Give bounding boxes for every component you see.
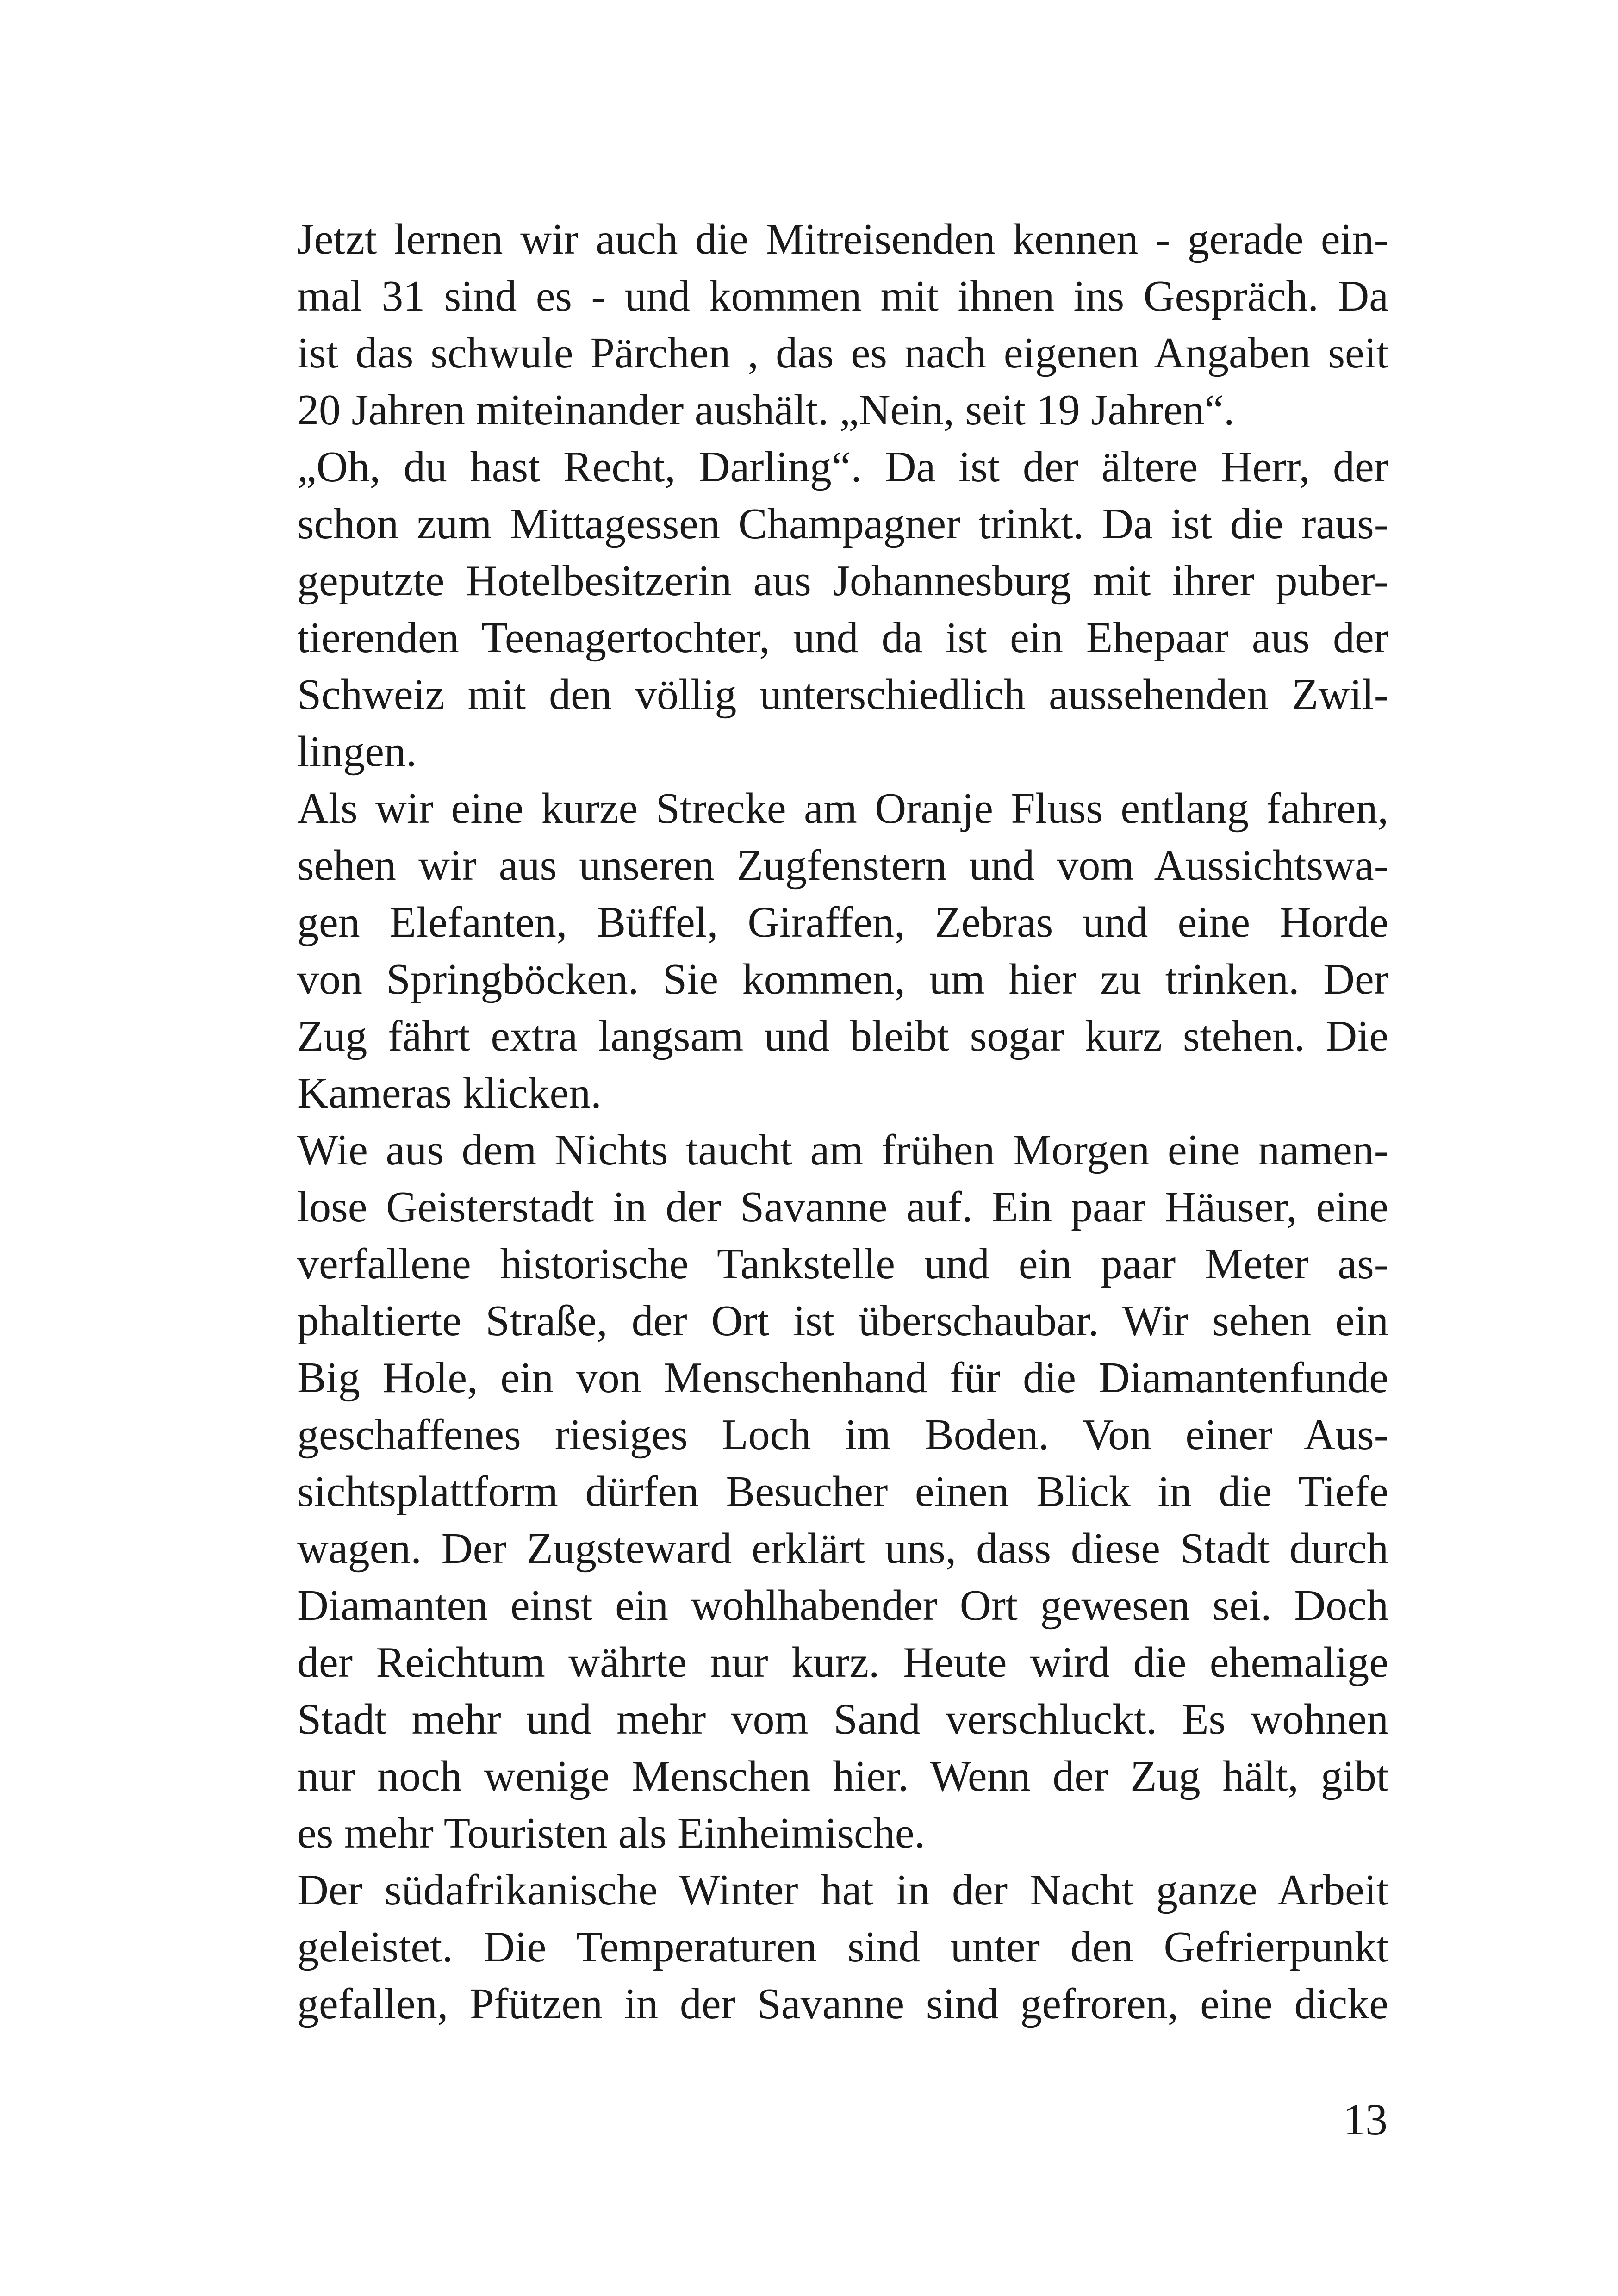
text-line: Kameras klicken. [297, 1069, 602, 1117]
text-line: mal 31 sind es - und kommen mit ihnen ins Gespräch. Da [297, 272, 1388, 320]
text-line: Wie aus dem Nichts taucht am frühen Morgen eine namen- [297, 1126, 1388, 1174]
text-line: Als wir eine kurze Strecke am Oranje Fluss entlang fahren, [297, 784, 1388, 833]
text-line: der Reichtum währte nur kurz. Heute wird die ehemalige [297, 1638, 1388, 1686]
page-number: 13 [1343, 2095, 1388, 2144]
text-line: von Springböcken. Sie kommen, um hier zu trinken. Der [297, 955, 1388, 1003]
text-line: tierenden Teenagertochter, und da ist ein Ehepaar aus der [297, 614, 1388, 662]
text-line: sehen wir aus unseren Zugfenstern und vom Aussichtswa- [297, 841, 1388, 890]
text-line: nur noch wenige Menschen hier. Wenn der Zug hält, gibt [297, 1752, 1388, 1800]
text-line: 20 Jahren miteinander aushält. „Nein, seit 19 Jahren“. [297, 386, 1235, 434]
text-line: Jetzt lernen wir auch die Mitreisenden kennen - gerade ein- [297, 215, 1388, 263]
text-line: gen Elefanten, Büffel, Giraffen, Zebras und eine Horde [297, 898, 1388, 946]
text-line: ist das schwule Pärchen , das es nach eigenen Angaben seit [297, 329, 1388, 377]
text-line: Der südafrikanische Winter hat in der Nacht ganze Arbeit [297, 1866, 1388, 1914]
text-line: Stadt mehr und mehr vom Sand verschluckt. Es wohnen [297, 1695, 1388, 1743]
text-line: Zug fährt extra langsam und bleibt sogar kurz stehen. Die [297, 1012, 1388, 1060]
text-line: gefallen, Pfützen in der Savanne sind gefroren, eine dicke [297, 1980, 1388, 2028]
text-line: geschaffenes riesiges Loch im Boden. Von einer Aus- [297, 1411, 1388, 1459]
text-line: geleistet. Die Temperaturen sind unter den Gefrierpunkt [297, 1923, 1388, 1971]
text-line: geputzte Hotelbesitzerin aus Johannesburg mit ihrer puber- [297, 557, 1388, 605]
text-line: schon zum Mittagessen Champagner trinkt. Da ist die raus- [297, 500, 1388, 548]
text-line: Schweiz mit den völlig unterschiedlich aussehenden Zwil- [297, 671, 1388, 719]
text-line: verfallene historische Tankstelle und ein paar Meter as- [297, 1240, 1388, 1288]
text-line: Big Hole, ein von Menschenhand für die Diamantenfunde [297, 1354, 1388, 1402]
text-line: wagen. Der Zugsteward erklärt uns, dass diese Stadt durch [297, 1524, 1388, 1573]
text-line: sichtsplattform dürfen Besucher einen Blick in die Tiefe [297, 1468, 1388, 1516]
text-line: es mehr Touristen als Einheimische. [297, 1809, 925, 1857]
text-line: lingen. [297, 728, 417, 776]
body-text [297, 211, 1388, 2033]
text-line: lose Geisterstadt in der Savanne auf. Ein paar Häuser, eine [297, 1183, 1388, 1231]
text-line: „Oh, du hast Recht, Darling“. Da ist der ältere Herr, der [297, 443, 1388, 491]
text-line: phaltierte Straße, der Ort ist überschaubar. Wir sehen ein [297, 1297, 1388, 1345]
text-line: Diamanten einst ein wohlhabender Ort gewesen sei. Doch [297, 1581, 1388, 1630]
